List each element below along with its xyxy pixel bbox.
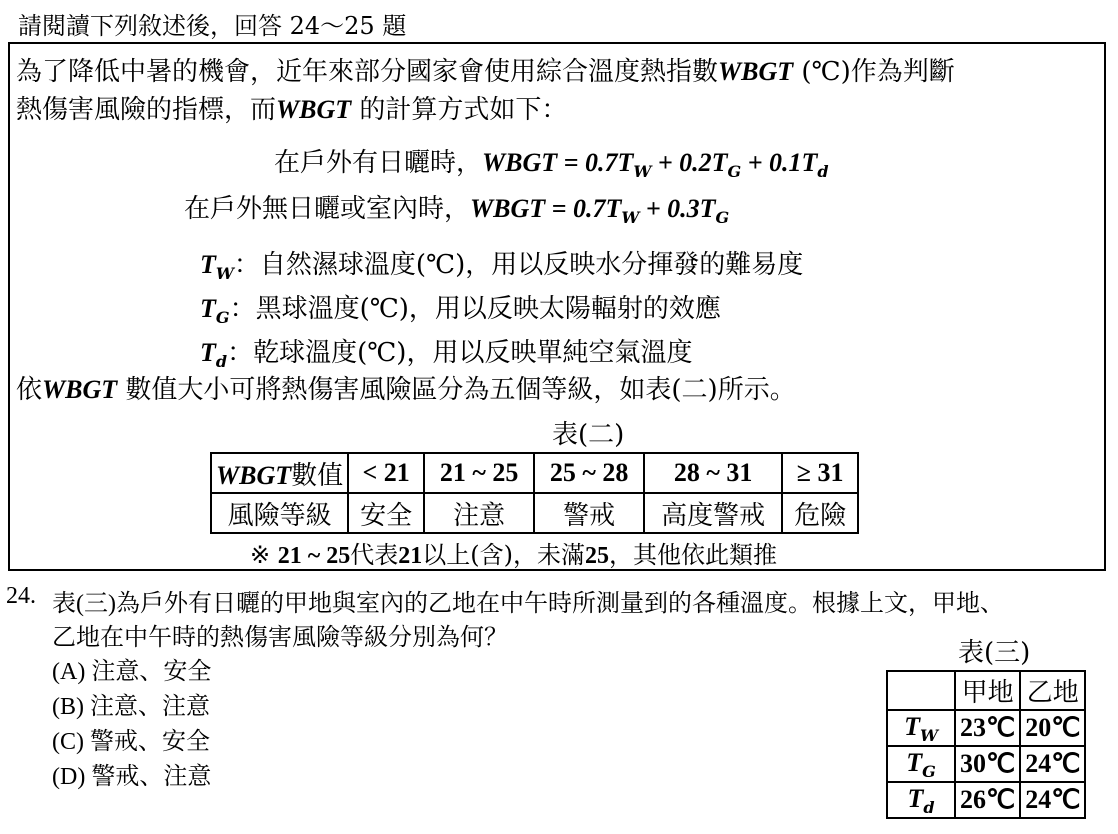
note-mark: ※ [250, 541, 278, 569]
definition-tw [200, 244, 803, 283]
option-b: (B) 注意、注意 [52, 694, 210, 720]
temp-cell: 24℃ [1020, 782, 1085, 818]
empty-header-cell [887, 671, 955, 710]
intro-text: 的計算方式如下： [351, 95, 568, 125]
note-number: 21 [398, 543, 423, 569]
temp-cell: 26℃ [955, 782, 1020, 818]
note-text: 以上(含)，未滿 [422, 541, 585, 569]
subscript: W [621, 208, 640, 227]
subscript: W [919, 725, 938, 745]
variable-t: T [200, 250, 216, 279]
formula-expr: WBGT = 0.7T [470, 194, 622, 223]
wbgt-term: WBGT [718, 57, 794, 86]
intro-text: 為了降低中暑的機會，近年來部分國家會使用綜合溫度熱指數 [16, 57, 719, 87]
levels-text: 數值大小可將熱傷害風險區分為五個等級，如表(二)所示。 [117, 375, 796, 405]
level-cell: 安全 [348, 493, 424, 533]
wbgt-term: WBGT [216, 460, 292, 490]
range-cell: 25 ~ 28 [534, 453, 644, 493]
formula-indoor [184, 188, 729, 227]
variable-t: T [200, 338, 216, 367]
row-label-tg [887, 746, 955, 782]
table-row [887, 671, 1085, 710]
definition-td [200, 332, 692, 371]
temp-cell: 24℃ [1020, 746, 1085, 782]
column-header-a: 甲地 [955, 671, 1020, 710]
table-row [887, 710, 1085, 746]
note-text: ，其他依此類推 [608, 541, 777, 569]
table-row [211, 493, 858, 533]
range-cell: ≥ 31 [782, 453, 858, 493]
intro-line-2 [16, 90, 567, 130]
variable-t: T [904, 711, 920, 741]
table3-caption: 表(三) [958, 638, 1031, 668]
subscript: W [633, 162, 652, 181]
subscript: G [715, 208, 730, 227]
subscript: d [817, 162, 829, 181]
variable-t: T [200, 294, 216, 323]
level-cell: 警戒 [534, 493, 644, 533]
subscript: d [215, 352, 228, 371]
note-range: 21 ~ 25 [277, 543, 351, 569]
table-row [887, 746, 1085, 782]
formula-expr: + 0.2T [651, 148, 728, 177]
column-header-b: 乙地 [1020, 671, 1085, 710]
question-line-1: 表(三)為戶外有日曬的甲地與室內的乙地在中午時所測量到的各種溫度。根據上文，甲地、 [52, 591, 1004, 617]
formula-expr: WBGT = 0.7T [482, 148, 634, 177]
intro-text-unit: (℃)作為判斷 [793, 57, 955, 87]
definition-tg [200, 288, 721, 327]
note-number: 25 [584, 543, 609, 569]
subscript: G [727, 162, 742, 181]
variable-t: T [907, 783, 924, 813]
temp-cell: 30℃ [955, 746, 1020, 782]
wbgt-term: WBGT [276, 95, 352, 124]
variable-t: T [906, 747, 923, 777]
temperature-table [886, 670, 1086, 819]
formula-expr: + 0.1T [741, 148, 818, 177]
range-cell: 21 ~ 25 [424, 453, 534, 493]
option-c: (C) 警戒、安全 [52, 729, 210, 755]
formula-expr: + 0.3T [639, 194, 716, 223]
definition-text: ：黑球溫度(℃)，用以反映太陽輻射的效應 [229, 294, 721, 324]
formula-outdoor-sun [274, 142, 829, 181]
temp-cell: 20℃ [1020, 710, 1085, 746]
table2-note [250, 535, 777, 570]
section-heading: 請閱讀下列敘述後，回答 24～25 題 [18, 12, 407, 40]
temp-cell: 23℃ [955, 710, 1020, 746]
table-row [887, 782, 1085, 818]
row-label-td [887, 782, 955, 818]
intro-line-1 [16, 52, 955, 92]
levels-sentence [16, 370, 796, 410]
levels-text: 依 [16, 375, 43, 405]
table-row [211, 453, 858, 493]
range-cell: < 21 [348, 453, 424, 493]
definition-text: ：自然濕球溫度(℃)，用以反映水分揮發的難易度 [233, 250, 804, 280]
definition-text: ：乾球溫度(℃)，用以反映單純空氣溫度 [227, 338, 693, 368]
level-cell: 注意 [424, 493, 534, 533]
note-text: 代表 [350, 541, 399, 569]
header-text: 數值 [291, 460, 344, 491]
table2-caption: 表(二) [552, 420, 625, 450]
row-label-cell: 風險等級 [211, 493, 348, 533]
option-d: (D) 警戒、注意 [52, 764, 212, 790]
level-cell: 危險 [782, 493, 858, 533]
table-header-cell [211, 453, 348, 493]
range-cell: 28 ~ 31 [644, 453, 782, 493]
formula-label: 在戶外有日曬時， [274, 148, 483, 178]
subscript: G [922, 761, 936, 781]
row-label-tw [887, 710, 955, 746]
option-a: (A) 注意、安全 [52, 659, 212, 685]
question-number: 24. [6, 583, 36, 609]
formula-label: 在戶外無日曬或室內時， [184, 194, 471, 224]
wbgt-term: WBGT [42, 375, 118, 404]
subscript: d [923, 797, 935, 817]
risk-level-table [210, 452, 859, 534]
subscript: G [215, 308, 230, 327]
question-line-2: 乙地在中午時的熱傷害風險等級分別為何？ [52, 625, 508, 651]
level-cell: 高度警戒 [644, 493, 782, 533]
intro-text: 熱傷害風險的指標，而 [16, 95, 277, 125]
subscript: W [215, 264, 234, 283]
